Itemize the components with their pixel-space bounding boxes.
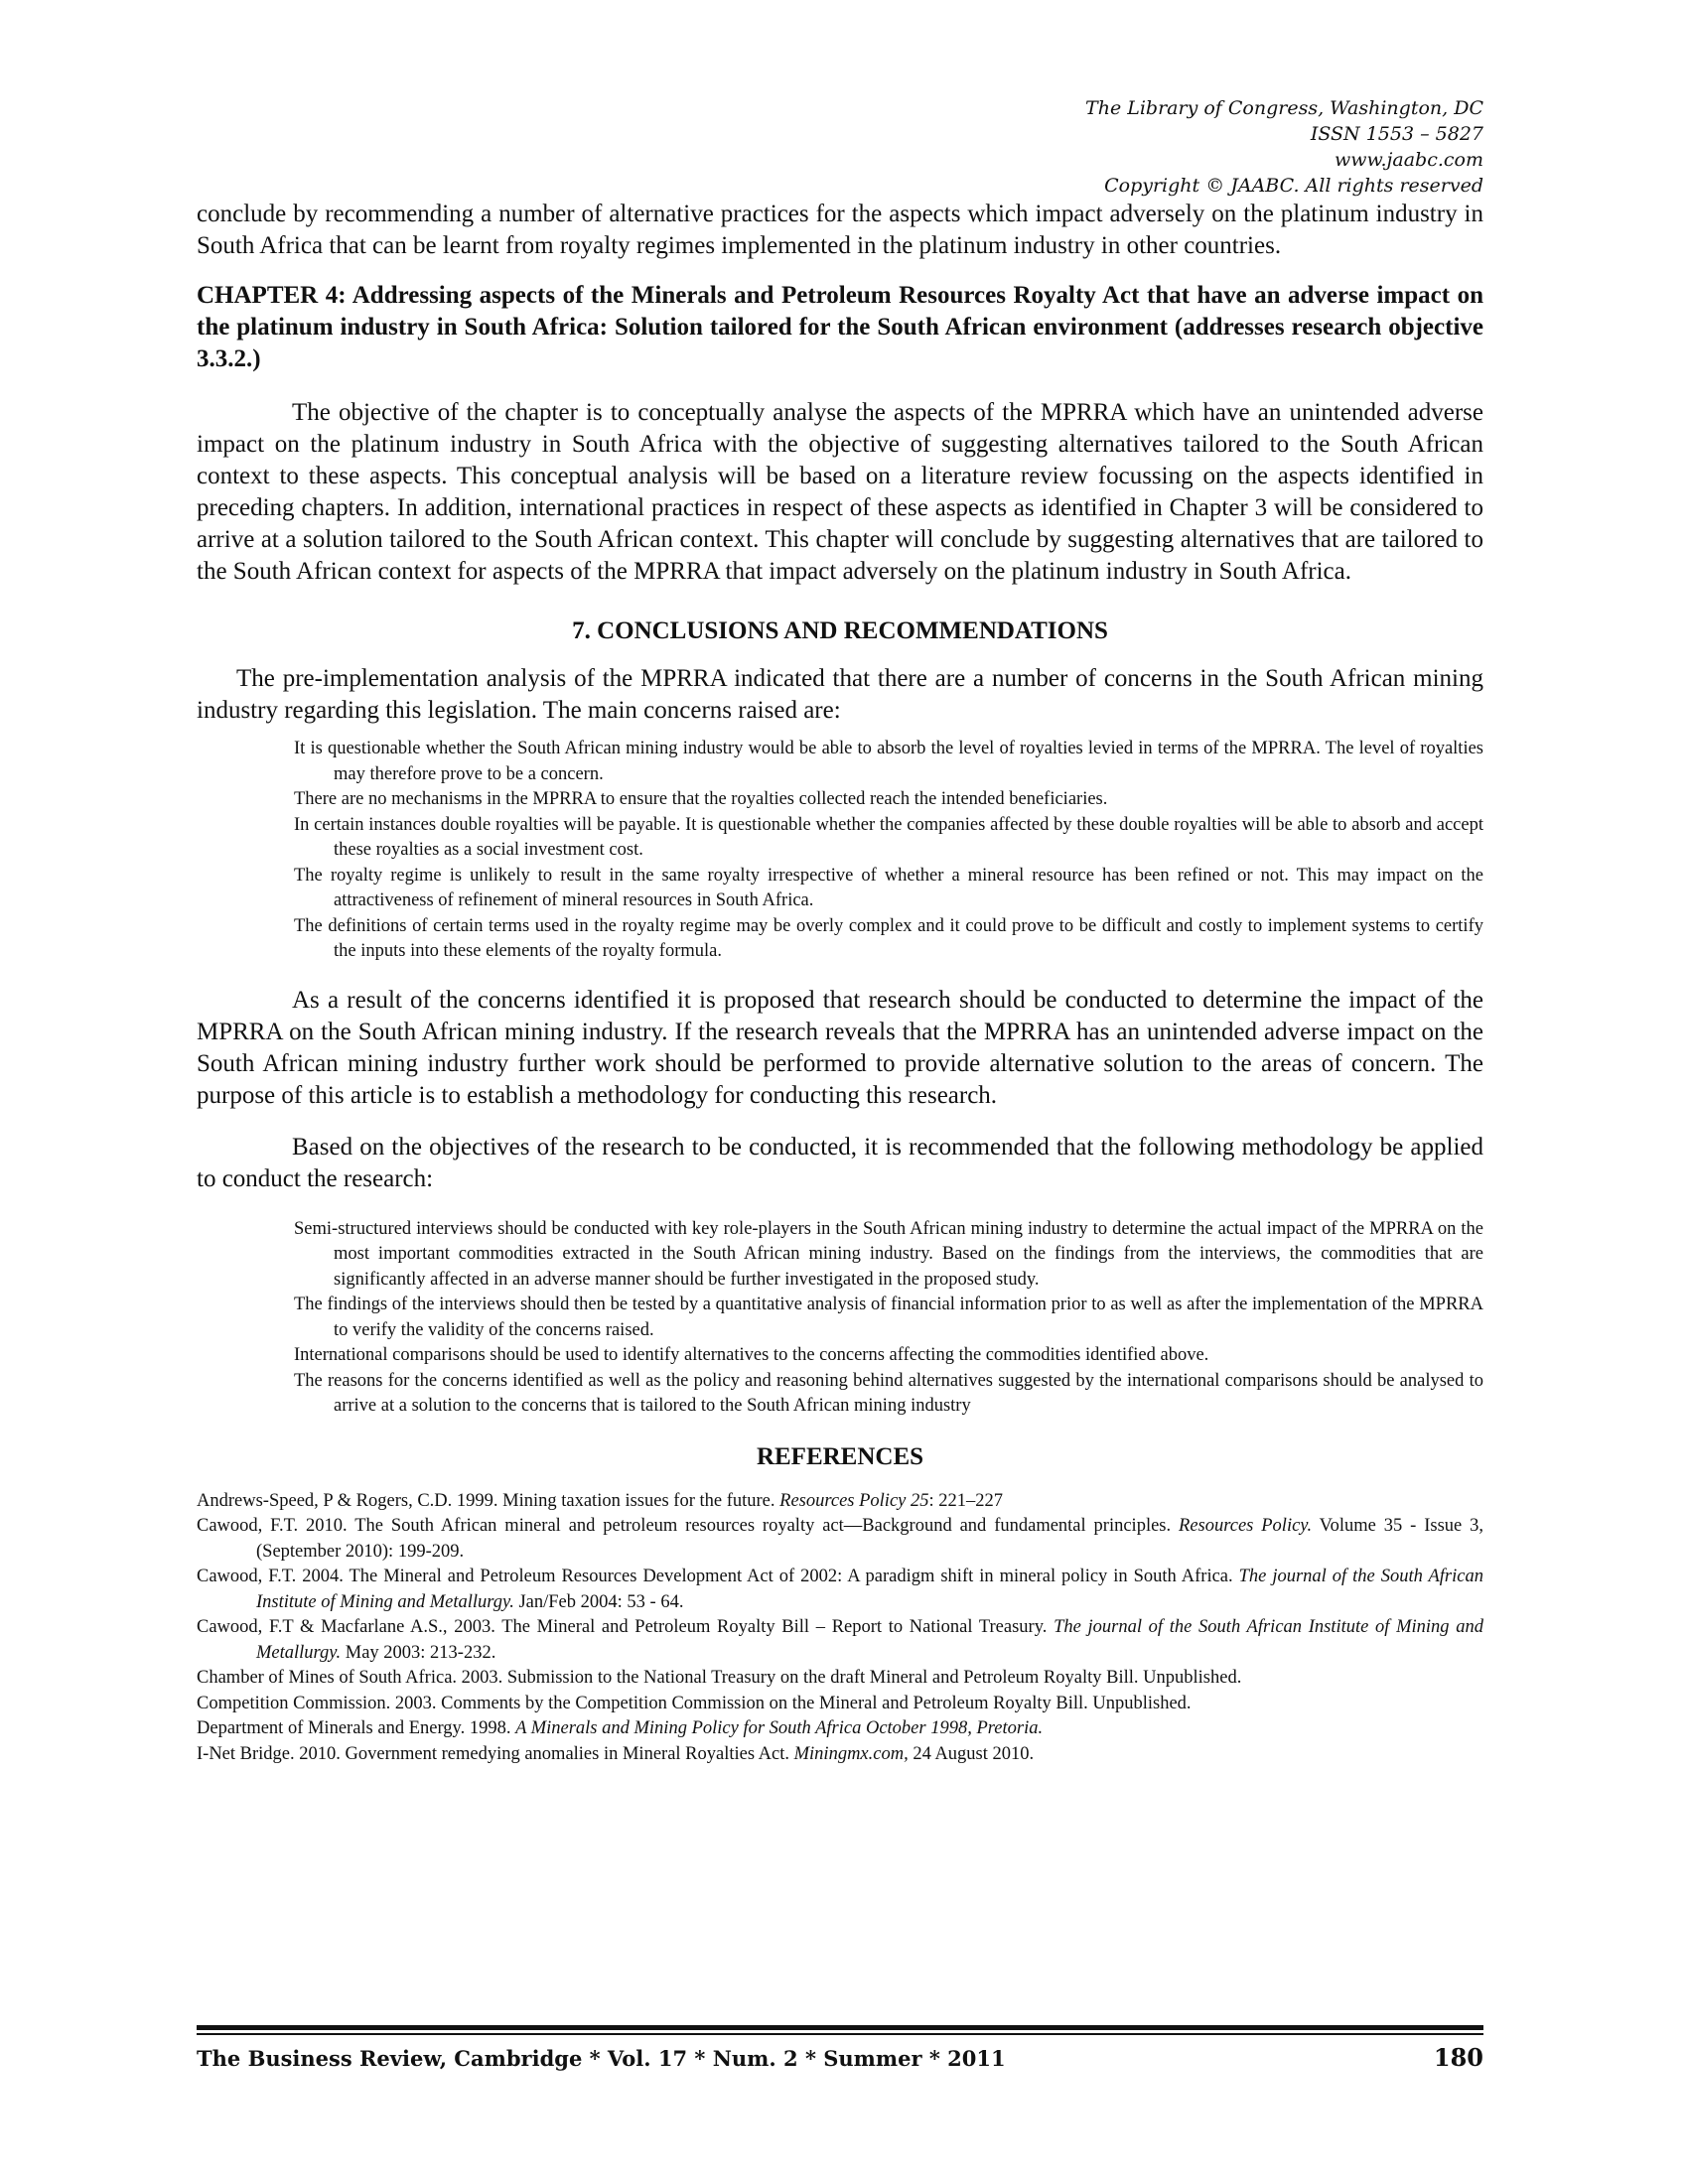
- footer-rule-thin: [197, 2033, 1483, 2035]
- list-item: The findings of the interviews should then be tested by a quantitative analysis of financial information prior to as well as after the implementation of the MPRRA to verify the validity of the concerns raised.: [294, 1295, 1483, 1340]
- chapter4-paragraph: The objective of the chapter is to conceptually analyse the aspects of the MPRRA which have an unintended adverse impact on the platinum industry in South Africa with the objective of suggesting alternatives tailored to the South African context to these aspects. This conceptual analysis will be based on a literature review focussing on the aspects identified in preceding chapters. In addition, international practices in respect of these aspects as identified in Chapter 3 will be considered to arrive at a solution tailored to the South African context. This chapter will conclude by suggesting alternatives that are tailored to the South African context for aspects of the MPRRA that impact adversely on the platinum industry in South Africa.: [197, 399, 1483, 585]
- reference-item: [197, 1666, 1483, 1692]
- reference-details: Volume 35 - Issue 3, (September 2010): 199-209.: [256, 1516, 1483, 1562]
- references-list: [197, 1489, 1483, 1768]
- reference-item: [197, 1692, 1483, 1717]
- reference-item: [197, 1742, 1483, 1768]
- footer-journal: The Business Review, Cambridge * Vol. 17 * Num. 2 * Summer * 2011: [197, 2046, 1006, 2071]
- header-copyright: Copyright © JAABC. All rights reserved: [1104, 175, 1483, 197]
- page-footer: [197, 2025, 1483, 2072]
- reference-text: Cawood, F.T. 2010. The South African mineral and petroleum resources royalty act—Background and fundamental principles.: [197, 1516, 1180, 1536]
- reference-source: A Minerals and Mining Policy for South Africa October 1998, Pretoria.: [515, 1718, 1044, 1738]
- reference-item: [197, 1565, 1483, 1615]
- reference-text: I-Net Bridge. 2010. Government remedying anomalies in Mineral Royalties Act.: [197, 1743, 794, 1764]
- concerns-list: [197, 737, 1483, 965]
- reference-text: Cawood, F.T & Macfarlane A.S., 2003. The Mineral and Petroleum Royalty Bill – Report to National Treasury.: [197, 1617, 1055, 1637]
- reference-text: Department of Minerals and Energy. 1998.: [197, 1718, 516, 1738]
- list-item: It is questionable whether the South African mining industry would be able to absorb the level of royalties levied in terms of the MPRRA. The level of royalties may therefore prove to be a concern.: [294, 739, 1483, 784]
- conclusions-intro: The pre-implementation analysis of the MPRRA indicated that there are a number of concerns in the South African mining industry regarding this legislation. The main concerns raised are:: [197, 665, 1483, 724]
- header-library: The Library of Congress, Washington, DC: [1085, 97, 1483, 119]
- reference-details: : 221–227: [928, 1490, 1004, 1511]
- header-website: www.jaabc.com: [1334, 149, 1483, 171]
- journal-header: [197, 95, 1483, 199]
- list-item: Semi-structured interviews should be conducted with key role-players in the South African mining industry to determine the actual impact of the MPRRA on the most important commodities extracted in the South African mining industry. Based on the findings from the interviews, the commodities that are significantly affected in an adverse manner should be further investigated in the proposed study.: [294, 1218, 1483, 1290]
- list-item: In certain instances double royalties will be payable. It is questionable whether the companies affected by these double royalties will be able to absorb and accept these royalties as a social investment cost.: [294, 814, 1483, 860]
- reference-details: 24 August 2010.: [908, 1743, 1035, 1764]
- reference-text: Competition Commission. 2003. Comments by the Competition Commission on the Mineral and Petroleum Royalty Bill. Unpublished.: [197, 1693, 1192, 1713]
- references-heading: REFERENCES: [756, 1442, 924, 1470]
- reference-text: Cawood, F.T. 2004. The Mineral and Petroleum Resources Development Act of 2002: A paradigm shift in mineral policy in South Africa.: [197, 1567, 1239, 1586]
- list-item: The reasons for the concerns identified as well as the policy and reasoning behind alternatives suggested by the international comparisons should be analysed to arrive at a solution to the concerns that is tailored to the South African mining industry: [294, 1370, 1483, 1416]
- reference-text: Andrews-Speed, P & Rogers, C.D. 1999. Mining taxation issues for the future.: [197, 1490, 780, 1511]
- chapter4-heading: CHAPTER 4: Addressing aspects of the Minerals and Petroleum Resources Royalty Act that have an adverse impact on the platinum industry in South Africa: Solution tailored for the South African environment (addresses research objective 3.3.2.): [197, 282, 1483, 372]
- conclusions-heading: 7. CONCLUSIONS AND RECOMMENDATIONS: [572, 617, 1108, 644]
- intro-paragraph: conclude by recommending a number of alternative practices for the aspects which impact adversely on the platinum industry in South Africa that can be learnt from royalty regimes implemented in the platinum industry in other countries.: [197, 201, 1483, 259]
- reference-source: The journal of the South African Institute of Mining and Metallurgy.: [256, 1567, 1483, 1612]
- list-item: International comparisons should be used to identify alternatives to the concerns affecting the commodities identified above.: [294, 1345, 1209, 1365]
- reference-item: [197, 1716, 1483, 1742]
- reference-item: [197, 1615, 1483, 1666]
- reference-source: Resources Policy 25: [779, 1490, 929, 1511]
- conclusions-paragraph-3: Based on the objectives of the research to be conducted, it is recommended that the following methodology be applied to conduct the research:: [197, 1133, 1483, 1192]
- conclusions-paragraph-2: As a result of the concerns identified it is proposed that research should be conducted to determine the impact of the MPRRA on the South African mining industry. If the research reveals that the MPRRA has an unintended adverse impact on the South African mining industry further work should be performed to provide alternative solution to the areas of concern. The purpose of this article is to establish a methodology for conducting this research.: [197, 986, 1483, 1109]
- header-issn: ISSN 1553 – 5827: [1310, 123, 1483, 145]
- reference-text: Chamber of Mines of South Africa. 2003. Submission to the National Treasury on the draft Mineral and Petroleum Royalty Bill. Unpublished.: [197, 1668, 1242, 1688]
- reference-item: [197, 1489, 1483, 1515]
- reference-source: Miningmx.com,: [793, 1743, 909, 1764]
- footer-rule: [197, 2025, 1483, 2030]
- methodology-list: [197, 1217, 1483, 1420]
- list-item: The royalty regime is unlikely to result in the same royalty irrespective of whether a mineral resource has been refined or not. This may impact on the attractiveness of refinement of mineral resources in South Africa.: [294, 865, 1483, 910]
- list-item: The definitions of certain terms used in the royalty regime may be overly complex and it could prove to be difficult and costly to implement systems to certify the inputs into these elements of the royalty formula.: [294, 915, 1483, 961]
- reference-details: Jan/Feb 2004: 53 - 64.: [513, 1591, 684, 1612]
- footer-row: [197, 2043, 1483, 2072]
- list-item: There are no mechanisms in the MPRRA to ensure that the royalties collected reach the intended beneficiaries.: [294, 789, 1108, 809]
- reference-source: Resources Policy.: [1179, 1516, 1313, 1536]
- reference-item: [197, 1514, 1483, 1565]
- page-number: 180: [1433, 2043, 1483, 2072]
- page-content: [197, 95, 1483, 1767]
- reference-source: The journal of the South African Institute of Mining and Metallurgy.: [256, 1617, 1483, 1663]
- reference-details: May 2003: 213-232.: [341, 1642, 496, 1663]
